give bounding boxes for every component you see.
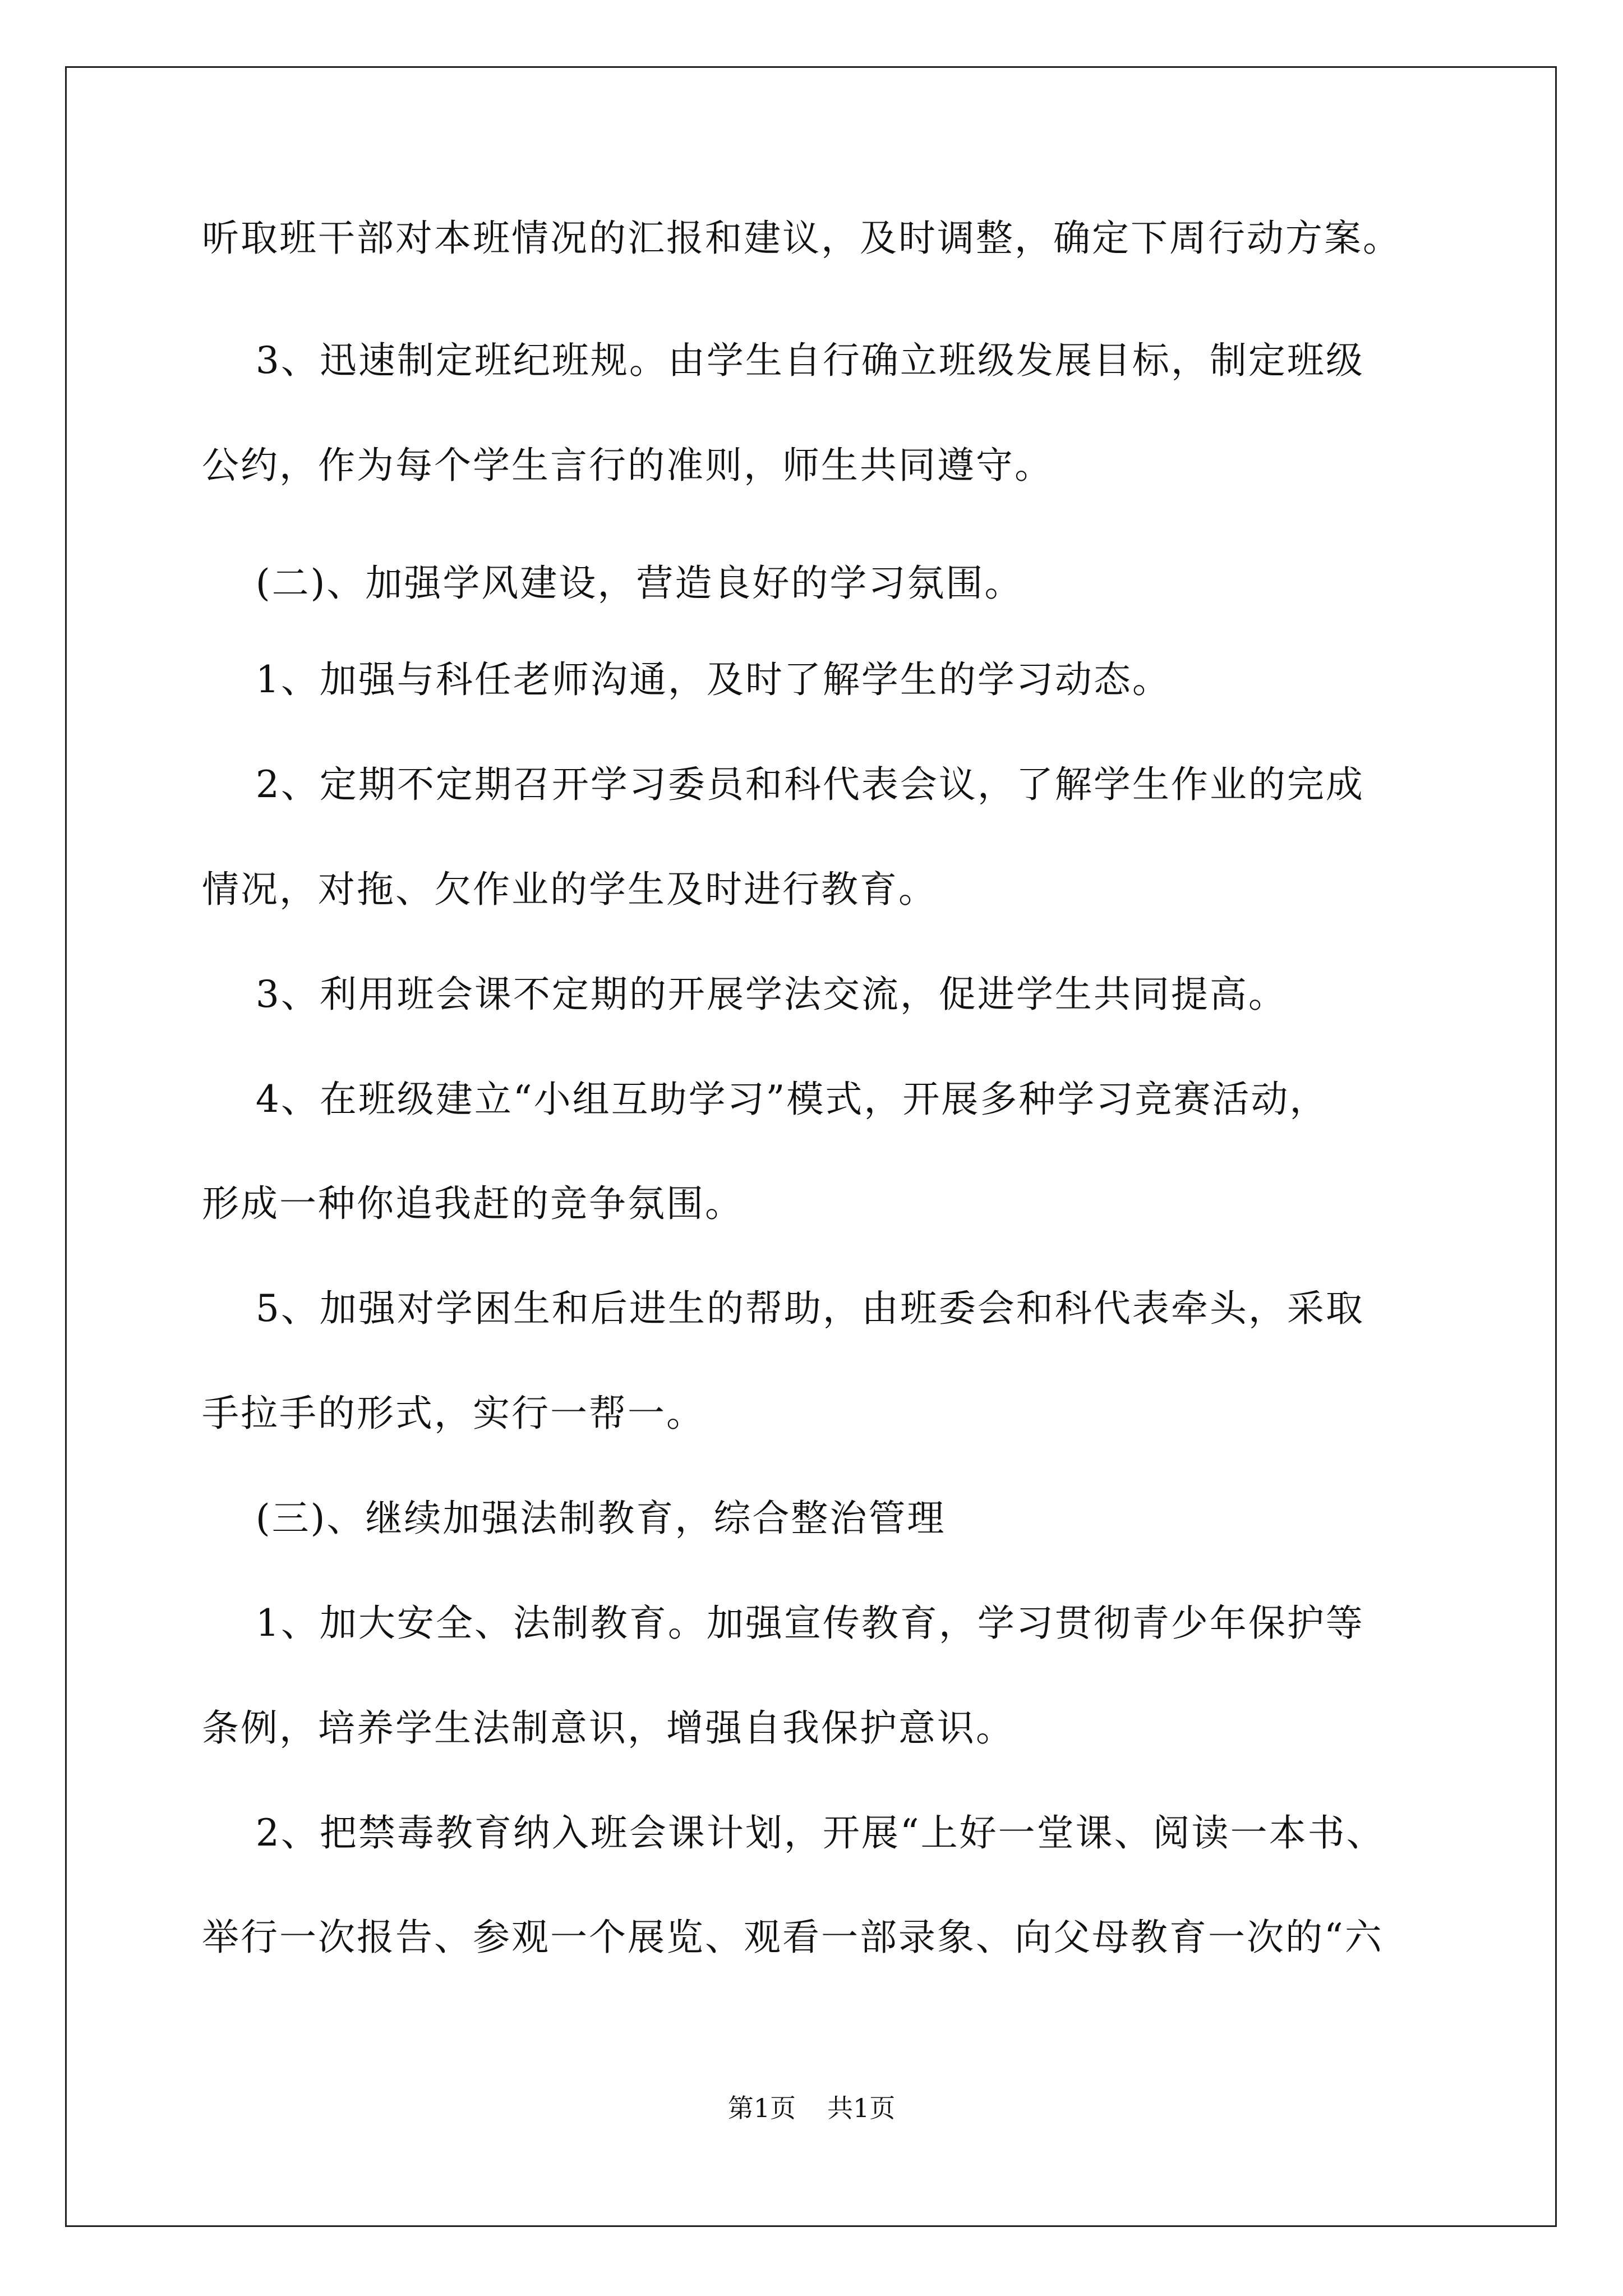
page-number: 第1页 xyxy=(727,2093,796,2123)
text-line: 1、加大安全、法制教育。加强宣传教育，学习贯彻青少年保护等 xyxy=(202,1602,1364,1645)
text-line: 听取班干部对本班情况的汇报和建议，及时调整，确定下周行动方案。 xyxy=(202,217,1401,260)
text-line: 3、利用班会课不定期的开展学法交流，促进学生共同提高。 xyxy=(202,973,1287,1016)
text-line: 1、加强与科任老师沟通，及时了解学生的学习动态。 xyxy=(202,658,1171,701)
text-line: 2、定期不定期召开学习委员和科代表会议，了解学生作业的完成 xyxy=(202,763,1364,806)
text-line: 公约，作为每个学生言行的准则，师生共同遵守。 xyxy=(202,444,1053,487)
text-line: 举行一次报告、参观一个展览、观看一部录象、向父母教育一次的“六 xyxy=(202,1916,1384,1959)
text-line: (三)、继续加强法制教育，综合整治管理 xyxy=(202,1497,946,1540)
page-total: 共1页 xyxy=(827,2093,896,2123)
text-line: 情况，对拖、欠作业的学生及时进行教育。 xyxy=(202,868,937,911)
text-line: 4、在班级建立“小组互助学习”模式，开展多种学习竞赛活动， xyxy=(202,1078,1329,1121)
text-line: 形成一种你追我赶的竞争氛围。 xyxy=(202,1182,744,1225)
text-line: 条例，培养学生法制意识，增强自我保护意识。 xyxy=(202,1706,1015,1750)
text-line: 2、把禁毒教育纳入班会课计划，开展“上好一堂课、阅读一本书、 xyxy=(202,1811,1385,1855)
text-line: 5、加强对学困生和后进生的帮助，由班委会和科代表牵头，采取 xyxy=(202,1287,1364,1330)
page-frame xyxy=(65,66,1557,2227)
text-line: (二)、加强学风建设，营造良好的学习氛围。 xyxy=(202,562,1023,605)
page-footer xyxy=(0,2091,1623,2125)
text-line: 手拉手的形式，实行一帮一。 xyxy=(202,1392,705,1435)
text-line: 3、迅速制定班纪班规。由学生自行确立班级发展目标，制定班级 xyxy=(202,339,1364,382)
